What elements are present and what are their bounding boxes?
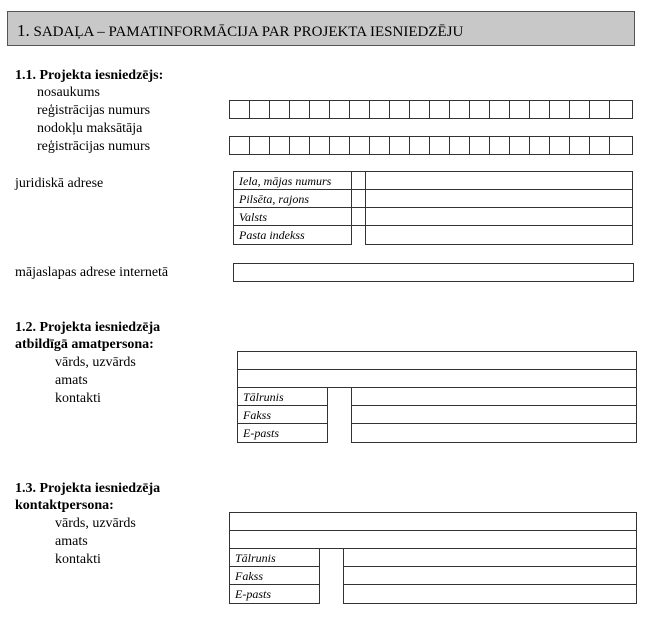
s1-tax-reg-label: reģistrācijas numurs bbox=[37, 139, 151, 154]
address-city-field[interactable] bbox=[366, 190, 632, 207]
s1-tax-label: nodokļu maksātāja bbox=[37, 121, 143, 136]
s3-phone-label: Tālrunis bbox=[235, 551, 276, 565]
s2-position-field[interactable] bbox=[238, 370, 636, 387]
s3-email-label: E-pasts bbox=[235, 587, 271, 601]
s3-fax-field[interactable] bbox=[344, 567, 636, 584]
s3-title-line1: 1.3. Projekta iesniedzēja bbox=[15, 481, 161, 496]
s2-title-line1: 1.2. Projekta iesniedzēja bbox=[15, 320, 161, 335]
address-label: juridiskā adrese bbox=[15, 176, 104, 191]
s2-phone-field[interactable] bbox=[352, 388, 636, 405]
address-street-label: Iela, mājas numurs bbox=[239, 174, 332, 188]
s2-contacts-label: kontakti bbox=[55, 391, 101, 406]
s3-email-field[interactable] bbox=[344, 585, 636, 603]
s3-fax-label: Fakss bbox=[235, 569, 263, 583]
s3-position-label: amats bbox=[55, 534, 88, 549]
address-block bbox=[233, 171, 633, 246]
section-header bbox=[7, 11, 635, 46]
s2-block bbox=[237, 351, 637, 443]
reg-number-cells[interactable] bbox=[229, 100, 635, 120]
s2-email-field[interactable] bbox=[352, 424, 636, 442]
web-field[interactable] bbox=[233, 263, 634, 282]
address-postcode-label: Pasta indekss bbox=[239, 228, 305, 242]
s2-phone-label: Tālrunis bbox=[243, 390, 284, 404]
s2-fax-label: Fakss bbox=[243, 408, 271, 422]
address-postcode-field[interactable] bbox=[366, 226, 632, 244]
s3-contacts-label: kontakti bbox=[55, 552, 101, 567]
s1-title: 1.1. Projekta iesniedzējs: bbox=[15, 68, 164, 83]
address-country-label: Valsts bbox=[239, 210, 268, 224]
address-street-field[interactable] bbox=[366, 172, 632, 189]
s2-name-label: vārds, uzvārds bbox=[55, 355, 136, 370]
s2-position-label: amats bbox=[55, 373, 88, 388]
s3-position-field[interactable] bbox=[230, 531, 636, 548]
s3-phone-field[interactable] bbox=[344, 549, 636, 566]
web-label: mājaslapas adrese internetā bbox=[15, 265, 169, 280]
s2-name-field[interactable] bbox=[238, 352, 636, 369]
address-city-label: Pilsēta, rajons bbox=[239, 192, 310, 206]
section-number: 1. bbox=[17, 21, 30, 40]
address-country-field[interactable] bbox=[366, 208, 632, 225]
s2-title-line2: atbildīgā amatpersona: bbox=[15, 337, 154, 352]
tax-reg-number-grid bbox=[229, 136, 635, 156]
s3-name-label: vārds, uzvārds bbox=[55, 516, 136, 531]
section-title: SADAĻA – PAMATINFORMĀCIJA PAR PROJEKTA IESNIEDZĒJU bbox=[33, 24, 464, 40]
reg-number-grid bbox=[229, 100, 635, 120]
s3-block bbox=[229, 512, 637, 604]
s2-fax-field[interactable] bbox=[352, 406, 636, 423]
s3-name-field[interactable] bbox=[230, 513, 636, 530]
s2-email-label: E-pasts bbox=[243, 426, 279, 440]
s3-title-line2: kontaktpersona: bbox=[15, 498, 114, 513]
tax-reg-number-cells[interactable] bbox=[229, 136, 635, 156]
section-header-title bbox=[17, 21, 463, 41]
s1-name-label: nosaukums bbox=[37, 85, 100, 100]
s1-reg-label: reģistrācijas numurs bbox=[37, 103, 151, 118]
